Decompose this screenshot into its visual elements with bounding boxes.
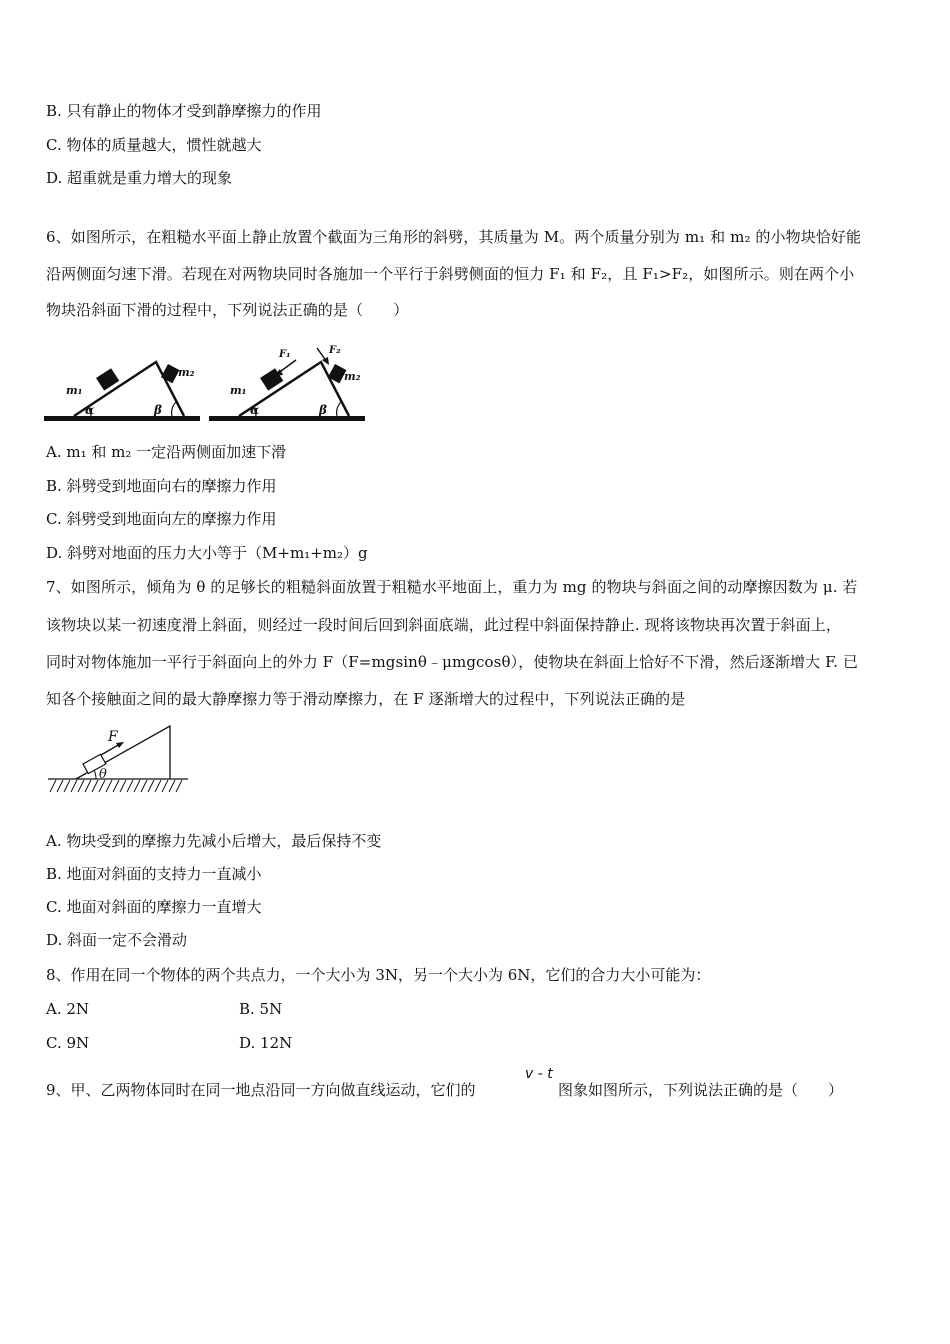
q6-label-m1-right: m₁ <box>230 384 247 397</box>
q5-option-d: D. 超重就是重力增大的现象 <box>46 169 233 187</box>
q5-option-b: B. 只有静止的物体才受到静摩擦力的作用 <box>46 102 322 120</box>
q9-stem-after: 图象如图所示，下列说法正确的是（ ） <box>558 1081 844 1099</box>
q8-option-a: A. 2N <box>46 1000 90 1018</box>
q7-option-a: A. 物块受到的摩擦力先减小后增大，最后保持不变 <box>46 832 382 850</box>
q6-label-alpha-right: α <box>250 403 260 417</box>
q7-option-d: D. 斜面一定不会滑动 <box>46 931 188 949</box>
q7-option-c: C. 地面对斜面的摩擦力一直增大 <box>46 898 262 916</box>
q8-option-c: C. 9N <box>46 1034 90 1052</box>
q6-label-beta: β <box>154 403 162 417</box>
q7-label-theta: θ <box>99 767 107 782</box>
q9-vt-label: v - t <box>525 1066 553 1082</box>
q6-stem-line1: 6、如图所示，在粗糙水平面上静止放置个截面为三角形的斜劈，其质量为 M。两个质量分别为 m₁ 和 m₂ 的小物块恰好能 <box>46 228 862 246</box>
q8-option-b: B. 5N <box>239 1000 283 1018</box>
q6-stem-line3: 物块沿斜面下滑的过程中，下列说法正确的是（ ） <box>46 301 409 319</box>
q7-stem-line1: 7、如图所示，倾角为 θ 的足够长的粗糙斜面放置于粗糙水平地面上，重力为 mg 的物块与斜面之间的动摩擦因数为 μ. 若 <box>46 578 858 596</box>
q6-option-a: A. m₁ 和 m₂ 一定沿两侧面加速下滑 <box>46 443 287 461</box>
q6-figure-wedges <box>44 340 366 426</box>
q6-stem-line2: 沿两侧面匀速下滑。若现在对两物块同时各施加一个平行于斜劈侧面的恒力 F₁ 和 F₂，且 F₁>F₂，如图所示。则在两个小 <box>46 265 855 283</box>
q6-option-d: D. 斜劈对地面的压力大小等于（M+m₁+m₂）g <box>46 544 368 562</box>
q6-option-c: C. 斜劈受到地面向左的摩擦力作用 <box>46 510 277 528</box>
q7-force-arrow <box>101 744 120 755</box>
q6-label-f1: F₁ <box>279 349 291 360</box>
q7-option-b: B. 地面对斜面的支持力一直减小 <box>46 865 262 883</box>
q6-option-b: B. 斜劈受到地面向右的摩擦力作用 <box>46 477 277 495</box>
q7-stem-line4: 知各个接触面之间的最大静摩擦力等于滑动摩擦力，在 F 逐渐增大的过程中，下列说法正确的是 <box>46 690 686 708</box>
q7-stem-line2: 该物块以某一初速度滑上斜面，则经过一段时间后回到斜面底端，此过程中斜面保持静止. 现将该物块再次置于斜面上， <box>46 616 841 634</box>
q6-label-alpha: α <box>85 403 95 417</box>
q9-stem-before: 9、甲、乙两物体同时在同一地点沿同一方向做直线运动，它们的 <box>46 1081 476 1099</box>
q6-label-m2: m₂ <box>178 366 195 379</box>
q6-label-m2-right: m₂ <box>344 370 361 383</box>
q7-label-f: F <box>108 729 118 745</box>
q7-stem-line3: 同时对物体施加一平行于斜面向上的外力 F（F=mgsinθ﹣μmgcosθ），使物块在斜面上恰好不下滑，然后逐渐增大 F. 已 <box>46 653 859 671</box>
q8-stem: 8、作用在同一个物体的两个共点力，一个大小为 3N，另一个大小为 6N，它们的合力大小可能为： <box>46 966 711 984</box>
q6-label-beta-right: β <box>319 403 327 417</box>
q6-label-f2: F₂ <box>329 345 341 356</box>
q7-figure-incline <box>46 722 190 796</box>
q8-option-d: D. 12N <box>239 1034 293 1052</box>
q5-option-c: C. 物体的质量越大，惯性就越大 <box>46 136 262 154</box>
q6-label-m1: m₁ <box>66 384 83 397</box>
